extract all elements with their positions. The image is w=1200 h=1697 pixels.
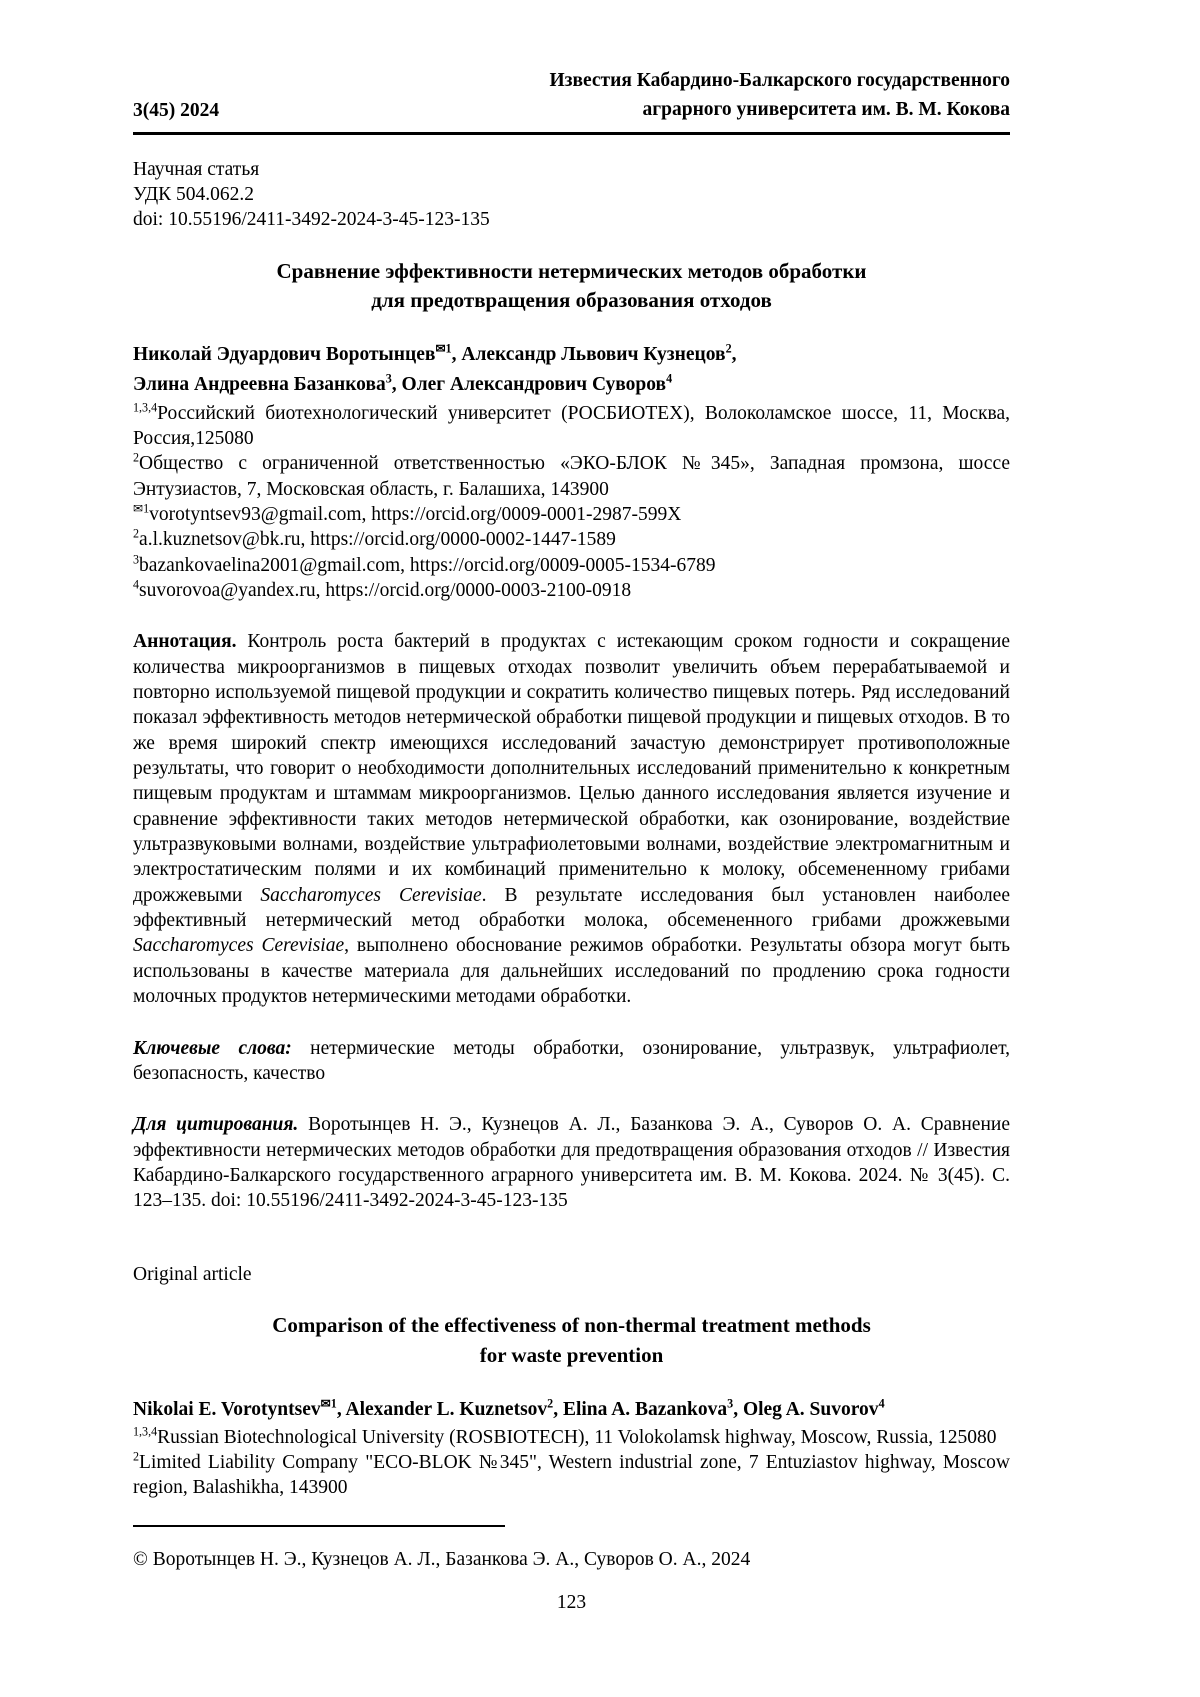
envelope-icon-sup-en: ✉1 [320, 1396, 337, 1411]
contact-text-2: a.l.kuznetsov@bk.ru, https://orcid.org/0000-0002-1447-1589 [139, 529, 616, 551]
author-sup-ru-2: 2 [725, 341, 732, 356]
author-sup-en-4: 4 [878, 1396, 885, 1411]
affiliation-ru-1 [133, 401, 1010, 452]
abstract-italic-1: Saccharomyces Cerevisiae [260, 884, 482, 906]
affiliations-ru [133, 401, 1010, 604]
keywords-ru [133, 1036, 1010, 1087]
envelope-icon-sup-contact: ✉1 [133, 501, 150, 516]
copyright-line: © Воротынцев Н. Э., Кузнецов А. Л., Базанкова Э. А., Суворов О. А., 2024 [133, 1548, 751, 1570]
abstract-text-1: Контроль роста бактерий в продуктах с истекающим сроком годности и сокращение количества микроорганизмов в пищевых отходах позволит увеличить объем перерабатываемой и повторно используемой пищевой продукции и сократить количество пищевых потерь. Ряд исследований показал эффективность методов нетермической обработки пищевой продукции и пищевых отходов. В то же время широкий спектр имеющихся исследований зачастую демонстрирует противоположные результаты, что говорит о необходимости дополнительных исследований применительно к конкретным пищевым продуктам и штаммам микроорганизмов. Целью данного исследования является изучение и сравнение эффективности таких методов нетермической обработки, как озонирование, воздействие ультразвуковыми волнами, воздействие ультрафиолетовыми волнами, воздействие электромагнитным и электростатическим полями и их комбинаций применительно к молоку, обсемененному грибами дрожжевыми [133, 631, 1010, 906]
contact-line-1 [133, 502, 1010, 527]
doi-line: doi: 10.55196/2411-3492-2024-3-45-123-135 [133, 209, 490, 231]
abstract-text-3: , выполнено обоснование режимов обработки. Результаты обзора могут быть использованы в качестве материала для дальнейших исследований по продлению срока годности молочных продуктов нетермическими методами обработки. [133, 935, 1010, 1008]
contact-line-4 [133, 578, 1010, 603]
affiliation-sup-en-1: 1,3,4 [133, 1424, 158, 1439]
authors-ru-comma: , [731, 344, 737, 366]
article-meta [133, 157, 1010, 233]
author-sup-en-2: 2 [547, 1396, 554, 1411]
authors-ru [133, 340, 1010, 400]
journal-name [549, 66, 1010, 125]
affiliation-ru-2 [133, 451, 1010, 502]
article-type-en: Original article [133, 1263, 252, 1285]
journal-header-row [133, 66, 1010, 125]
affiliation-sup-ru-1: 1,3,4 [133, 400, 158, 415]
affiliation-text-ru-1: Российский биотехнологический университет (РОСБИОТЕХ), Волоколамское шоссе, 11, Москва, Россия,125080 [133, 402, 1010, 449]
author-sup-ru-3: 3 [385, 371, 392, 386]
author-sup-en-3: 3 [727, 1396, 734, 1411]
author-sup-ru-4: 4 [666, 371, 673, 386]
affiliation-text-ru-2: Общество с ограниченной ответственностью «ЭКО-БЛОК №345», Западная промзона, шоссе Энтузиастов, 7, Московская область, г. Балашиха, 143900 [133, 453, 1010, 500]
citation-text: Воротынцев Н. Э., Кузнецов А. Л., Базанкова Э. А., Суворов О. А. Сравнение эффективности нетермических методов обработки для предотвращения образования отходов // Известия Кабардино-Балкарского государственного аграрного университета им. В. М. Кокова. 2024. № 3(45). С. 123–135. doi: 10.55196/2411-3492-2024-3-45-123-135 [133, 1114, 1010, 1212]
author-en-4: , Oleg A. Suvorov [733, 1398, 879, 1420]
title-en [133, 1311, 1010, 1371]
page-number: 123 [556, 1592, 587, 1614]
journal-name-line2: аграрного университета им. В. М. Кокова [642, 99, 1010, 121]
contact-sup-2: 2 [133, 526, 140, 541]
author-en-2: , Alexander L. Kuznetsov [336, 1398, 548, 1420]
affiliation-en-1 [133, 1425, 1010, 1450]
author-en-1: Nikolai E. Vorotyntsev [133, 1398, 321, 1420]
contact-text-4: suvorovoa@yandex.ru, https://orcid.org/0000-0003-2100-0918 [139, 580, 632, 601]
title-ru-line1: Сравнение эффективности нетермических методов обработки [276, 258, 867, 283]
contact-line-2 [133, 527, 1010, 552]
contact-text-3: bazankovaelina2001@gmail.com, https://orcid.org/0009-0005-1534-6789 [139, 554, 716, 576]
title-ru [133, 257, 1010, 317]
author-ru-4: , Олег Александрович Суворов [391, 374, 667, 396]
title-ru-line2: для предотвращения образования отходов [371, 288, 772, 313]
footnote-divider [133, 1525, 505, 1527]
authors-en [133, 1395, 1010, 1425]
udc-code: УДК 504.062.2 [133, 183, 255, 205]
affiliations-en [133, 1425, 1010, 1501]
envelope-icon-sup-ru: ✉1 [435, 341, 452, 356]
issue-number: 3(45) 2024 [133, 100, 220, 122]
citation-label: Для цитирования. [133, 1114, 299, 1136]
journal-name-line1: Известия Кабардино-Балкарского государственного [549, 70, 1010, 91]
affiliation-text-en-2: Limited Liability Company "ECO-BLOK №345", Western industrial zone, 7 Entuziastov highway, Moscow region, Balashikha, 143900 [133, 1452, 1010, 1499]
header-rule [133, 132, 1010, 135]
abstract-ru [133, 629, 1010, 1009]
keywords-label: Ключевые слова: [133, 1037, 292, 1059]
article-type-ru: Научная статья [133, 158, 260, 180]
author-ru-2: , Александр Львович Кузнецов [451, 344, 726, 366]
author-ru-1: Николай Эдуардович Воротынцев [133, 344, 436, 366]
citation-ru [133, 1112, 1010, 1213]
abstract-italic-2: Saccharomyces Cerevisiae [133, 935, 345, 957]
affiliation-sup-en-2: 2 [133, 1449, 140, 1464]
affiliation-text-en-1: Russian Biotechnological University (ROSBIOTECH), 11 Volokolamsk highway, Moscow, Russia, 125080 [157, 1426, 997, 1448]
affiliation-sup-ru-2: 2 [133, 450, 140, 465]
contact-sup-4: 4 [133, 577, 140, 592]
contact-line-3 [133, 553, 1010, 578]
contact-sup-3: 3 [133, 552, 140, 567]
author-ru-3: Элина Андреевна Базанкова [133, 374, 386, 396]
author-en-3: , Elina A. Bazankova [553, 1398, 728, 1420]
keywords-text: нетермические методы обработки, озонирование, ультразвук, ультрафиолет, безопасность, качество [133, 1037, 1011, 1084]
contact-text-1: vorotyntsev93@gmail.com, https://orcid.org/0009-0001-2987-599X [149, 503, 682, 525]
title-en-line2: for waste prevention [479, 1342, 664, 1367]
abstract-label: Аннотация. [133, 631, 237, 653]
title-en-line1: Comparison of the effectiveness of non-thermal treatment methods [272, 1312, 871, 1337]
journal-header [133, 66, 1010, 135]
affiliation-en-2 [133, 1450, 1010, 1501]
abstract-text-2: . В результате исследования был установлен наиболее эффективный нетермический метод обработки молока, обсемененного грибами дрожжевыми [133, 884, 1010, 932]
